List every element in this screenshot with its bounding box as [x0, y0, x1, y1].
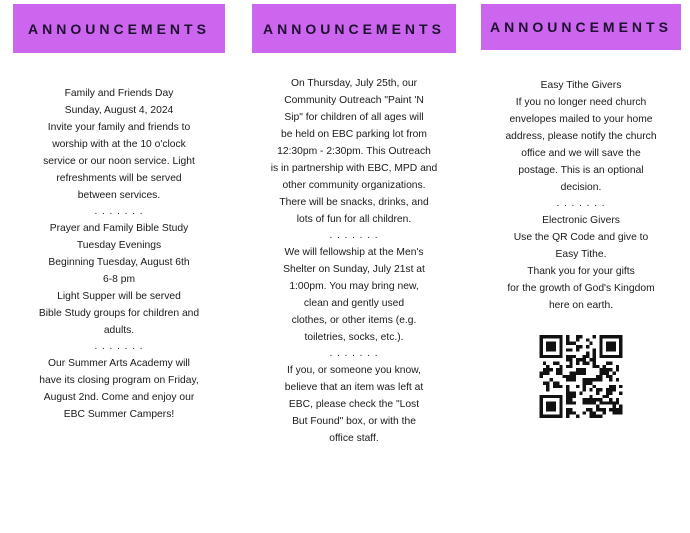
text-line: office and we will save the [521, 148, 641, 159]
text-line: Beginning Tuesday, August 6th [48, 257, 190, 268]
text-line: We will fellowship at the Men's [284, 247, 424, 258]
column-body [13, 85, 225, 423]
text-line: other community organizations. [282, 180, 426, 191]
text-line: have its closing program on Friday, [39, 375, 199, 386]
text-line: is in partnership with EBC, MPD and [270, 163, 438, 174]
text-line: On Thursday, July 25th, our [290, 78, 418, 89]
text-line: Bible Study groups for children and [38, 308, 200, 319]
text-line: Use the QR Code and give to [513, 232, 649, 243]
text-line: Shelter on Sunday, July 21st at [283, 264, 425, 275]
text-line: clean and gently used [303, 298, 405, 309]
text-line: for the growth of God's Kingdom [507, 283, 655, 294]
text-line: decision. [560, 182, 602, 193]
text-line: Easy Tithe. [555, 249, 607, 260]
text-line: worship with at the 10 o'clock [52, 139, 186, 150]
text-line: clothes, or other items (e.g. [291, 315, 417, 326]
text-line: Electronic Givers [542, 215, 620, 226]
text-line: August 2nd. Come and enjoy our [43, 392, 195, 403]
text-line: service or our noon service. Light [43, 156, 195, 167]
text-line: Thank you for your gifts [527, 266, 635, 277]
column-header: ANNOUNCEMENTS [481, 4, 681, 50]
text-line: between services. [77, 190, 161, 201]
text-line: 12:30pm - 2:30pm. This Outreach [277, 146, 431, 157]
announcements-column-1 [13, 0, 225, 423]
text-line: 6-8 pm [102, 274, 136, 285]
text-line: Sip" for children of all ages will [284, 112, 424, 123]
text-line: Prayer and Family Bible Study [49, 223, 189, 234]
text-line: lots of fun for all children. [296, 214, 412, 225]
text-line: Community Outreach "Paint 'N [284, 95, 424, 106]
text-line: Tuesday Evenings [76, 240, 162, 251]
column-body [252, 75, 456, 447]
dot-separator: . . . . . . . [556, 198, 606, 209]
announcements-column-2 [252, 0, 456, 447]
text-line: Light Supper will be served [57, 291, 181, 302]
text-line: But Found" box, or with the [292, 416, 416, 427]
column-header: ANNOUNCEMENTS [13, 4, 225, 53]
text-line: envelopes mailed to your home [509, 114, 653, 125]
announcements-column-3 [481, 0, 681, 418]
text-line: If you, or someone you know, [287, 365, 421, 376]
text-line: address, please notify the church [505, 131, 657, 142]
text-line: be held on EBC parking lot from [281, 129, 427, 140]
dot-separator: . . . . . . . [94, 206, 144, 217]
text-line: Easy Tithe Givers [540, 80, 622, 91]
column-body [481, 77, 681, 314]
text-line: EBC, please check the "Lost [288, 399, 420, 410]
text-line: refreshments will be served [56, 173, 182, 184]
text-line: Invite your family and friends to [47, 122, 191, 133]
text-line: here on earth. [548, 300, 614, 311]
text-line: adults. [103, 325, 135, 336]
text-line: Sunday, August 4, 2024 [64, 105, 174, 116]
dot-separator: . . . . . . . [329, 230, 379, 241]
text-line: Our Summer Arts Academy will [48, 358, 190, 369]
text-line: toiletries, socks, etc.). [304, 332, 404, 343]
qr-code-icon[interactable] [535, 335, 627, 418]
column-header: ANNOUNCEMENTS [252, 4, 456, 53]
text-line: Family and Friends Day [64, 88, 174, 99]
text-line: If you no longer need church [515, 97, 647, 108]
text-line: believe that an item was left at [284, 382, 424, 393]
text-line: office staff. [329, 433, 379, 444]
dot-separator: . . . . . . . [329, 348, 379, 359]
text-line: There will be snacks, drinks, and [279, 197, 429, 208]
text-line: 1:00pm. You may bring new, [289, 281, 419, 292]
text-line: EBC Summer Campers! [63, 409, 175, 420]
text-line: postage. This is an optional [518, 165, 644, 176]
dot-separator: . . . . . . . [94, 341, 144, 352]
